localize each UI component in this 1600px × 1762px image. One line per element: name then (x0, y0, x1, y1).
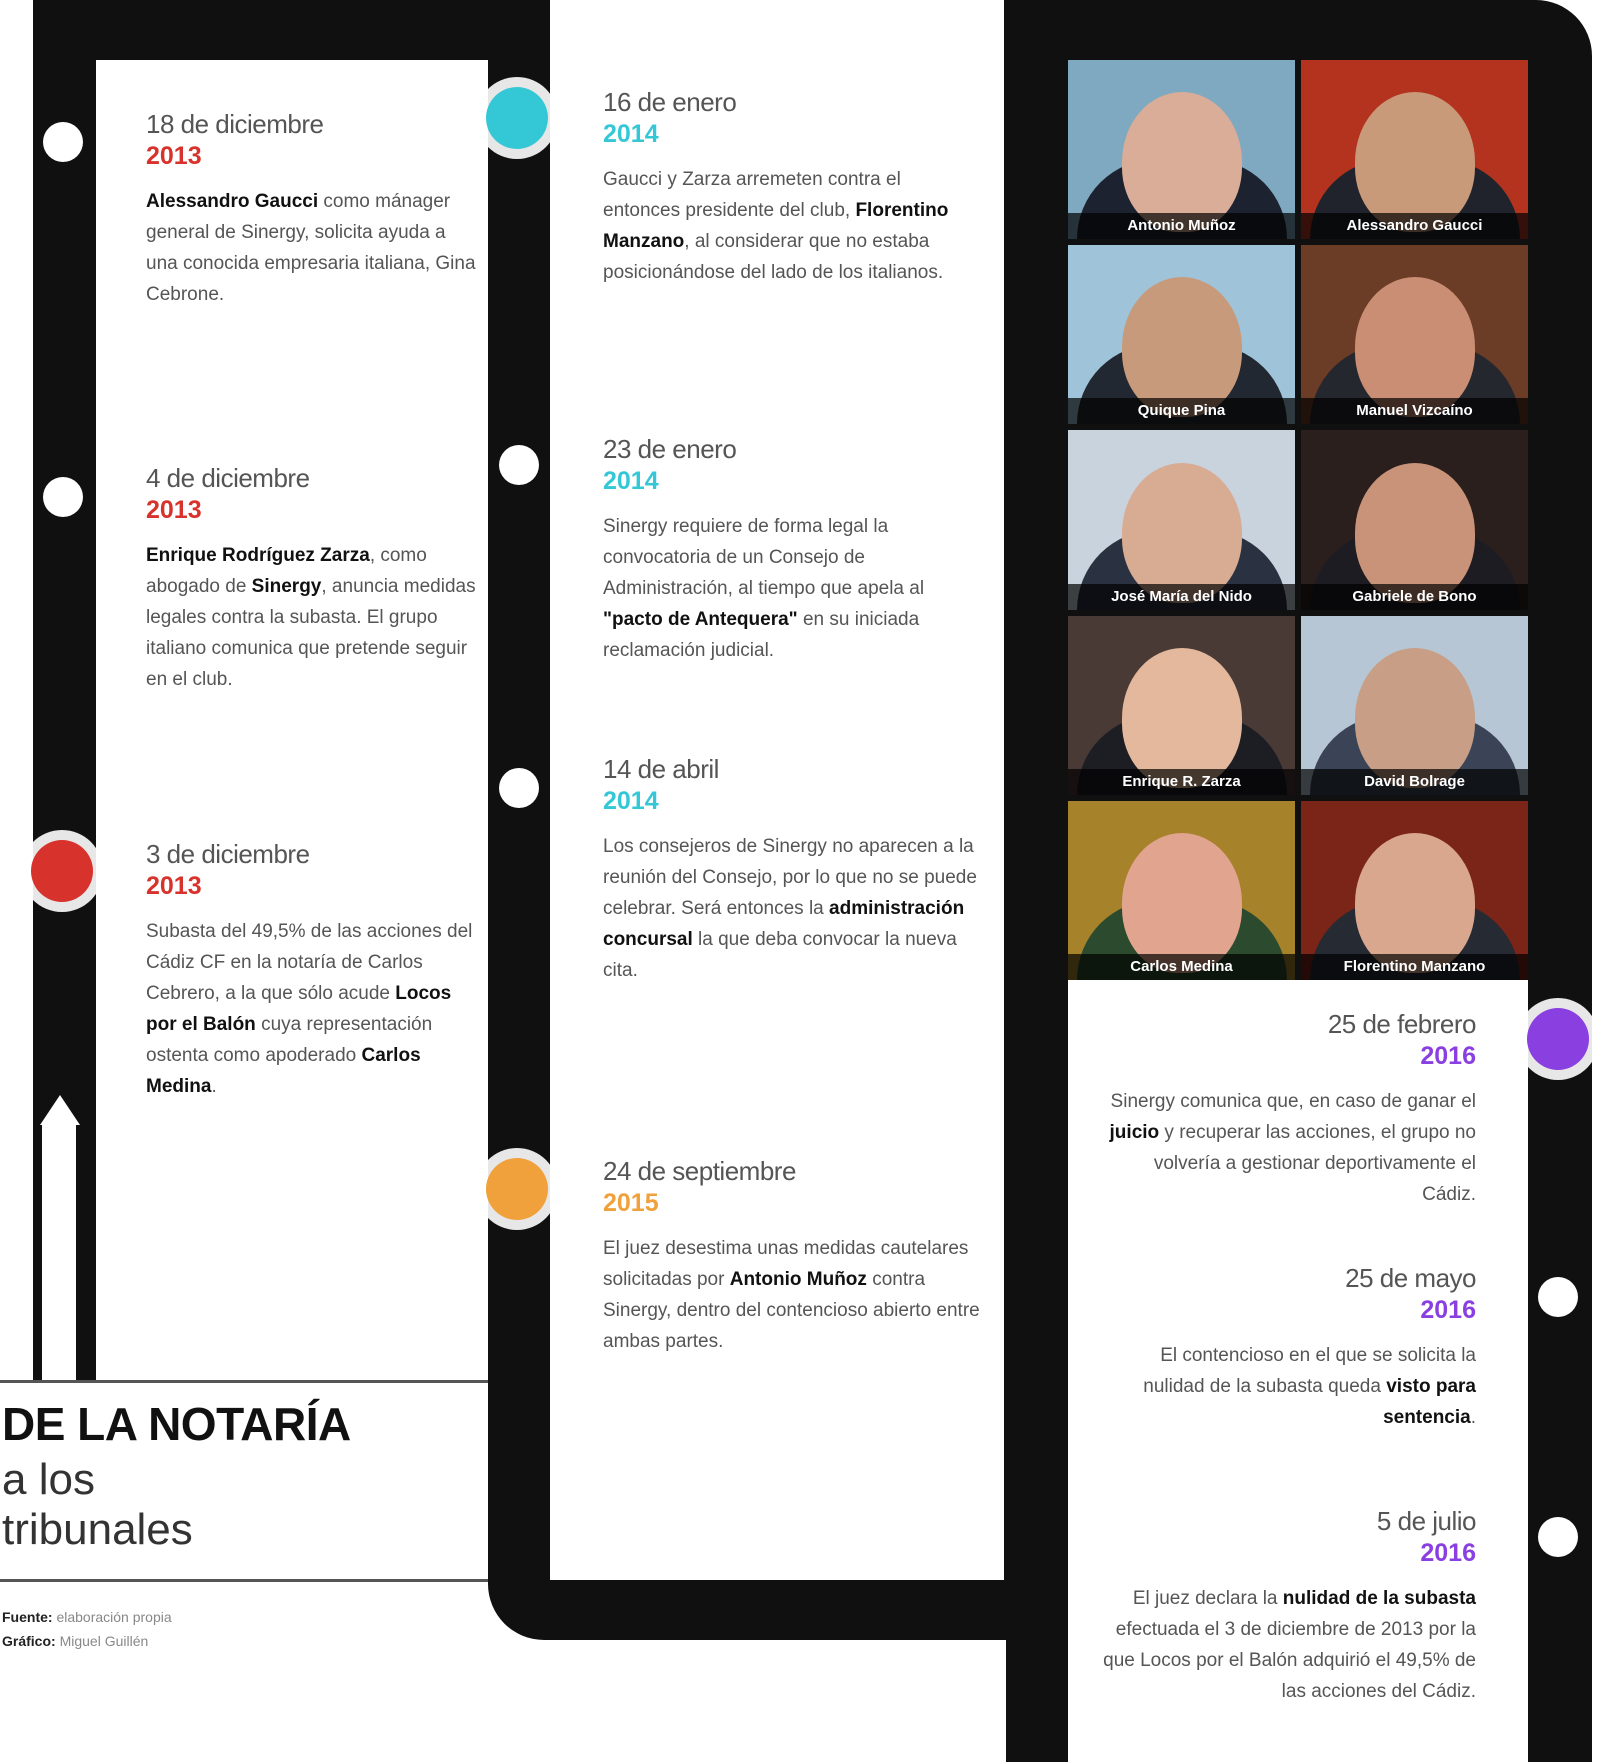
timeline-dot (499, 768, 539, 808)
event-2016-05-25 (1098, 1262, 1476, 1433)
event-2014-01-23 (603, 433, 983, 666)
portrait-photo (1068, 60, 1295, 239)
event-text: Enrique Rodríguez Zarza, como abogado de Sinergy, anuncia medidas legales contra la subasta. El grupo italiano comunica que pretende seguir en el club. (146, 545, 476, 690)
event-text: Sinergy requiere de forma legal la convocatoria de un Consejo de Administración, al tiempo que apela al "pacto de Antequera" en su iniciada reclamación judicial. (603, 516, 925, 661)
event-year: 2013 (146, 872, 202, 900)
event-year: 2015 (603, 1189, 659, 1217)
portrait-face (1122, 833, 1242, 973)
event-date: 14 de abril (603, 754, 719, 784)
portrait-caption: Quique Pina (1068, 398, 1295, 424)
portrait-photo (1301, 245, 1528, 424)
event-year: 2014 (603, 120, 659, 148)
event-2016-07-05 (1088, 1505, 1476, 1707)
event-text: El juez declara la nulidad de la subasta efectuada el 3 de diciembre de 2013 por la que Locos por el Balón adquirió el 49,5% de las acciones del Cádiz. (1103, 1588, 1476, 1702)
timeline-dot-cyan (486, 87, 548, 149)
portrait-photo (1301, 430, 1528, 609)
event-2014-04-14 (603, 753, 983, 986)
timeline-dot (43, 477, 83, 517)
event-date: 25 de mayo (1345, 1263, 1476, 1293)
portrait-photo (1068, 430, 1295, 609)
page-subtitle: a los tribunales (2, 1455, 193, 1554)
portrait-photo (1301, 616, 1528, 795)
event-year: 2016 (1420, 1042, 1476, 1070)
portrait-caption: Alessandro Gaucci (1301, 213, 1528, 239)
event-text: Los consejeros de Sinergy no aparecen a la reunión del Consejo, por lo que no se puede celebrar. Será entonces la administración concursal la que deba convocar la nueva cita. (603, 836, 977, 981)
event-year: 2013 (146, 142, 202, 170)
portrait-caption: Florentino Manzano (1301, 954, 1528, 980)
portrait-face (1355, 92, 1475, 232)
portrait-caption: David Bolrage (1301, 769, 1528, 795)
portrait-photo (1301, 801, 1528, 980)
event-date: 25 de febrero (1327, 1009, 1476, 1039)
portrait-caption: Gabriele de Bono (1301, 584, 1528, 610)
event-year: 2016 (1420, 1539, 1476, 1567)
timeline-dot (499, 445, 539, 485)
event-year: 2014 (603, 787, 659, 815)
timeline-dot (1538, 1517, 1578, 1557)
event-year: 2016 (1420, 1296, 1476, 1324)
event-2013-12-04 (146, 462, 476, 695)
portrait-caption: Enrique R. Zarza (1068, 769, 1295, 795)
event-date: 23 de enero (603, 434, 737, 464)
source-label: Fuente: (2, 1609, 53, 1625)
timeline-dot-purple (1527, 1008, 1589, 1070)
event-2015-09-24 (603, 1155, 983, 1357)
timeline-dot-orange (486, 1158, 548, 1220)
event-date: 24 de septiembre (603, 1156, 796, 1186)
portrait-caption: Antonio Muñoz (1068, 213, 1295, 239)
event-2013-12-18 (146, 108, 476, 310)
event-2013-12-03 (146, 838, 476, 1102)
arrow-shaft (42, 1125, 76, 1380)
portrait-photo (1068, 801, 1295, 980)
event-text: Alessandro Gaucci como mánager general de Sinergy, solicita ayuda a una conocida empresaria italiana, Gina Cebrone. (146, 191, 476, 305)
event-text: El juez desestima unas medidas cautelares solicitadas por Antonio Muñoz contra Sinergy, dentro del contencioso abierto entre ambas partes. (603, 1238, 980, 1352)
portrait-face (1122, 648, 1242, 788)
event-date: 16 de enero (603, 87, 737, 117)
portrait-face (1122, 277, 1242, 417)
portrait-caption: Manuel Vizcaíno (1301, 398, 1528, 424)
portrait-caption: José María del Nido (1068, 584, 1295, 610)
timeline-dot-red (31, 840, 93, 902)
portrait-face (1122, 92, 1242, 232)
portrait-face (1122, 463, 1242, 603)
page-title: DE LA NOTARÍA (2, 1398, 351, 1450)
event-date: 18 de diciembre (146, 109, 324, 139)
event-date: 4 de diciembre (146, 463, 310, 493)
photo-grid (1068, 60, 1528, 980)
event-text: Subasta del 49,5% de las acciones del Cádiz CF en la notaría de Carlos Cebrero, a la que sólo acude Locos por el Balón cuya representación ostenta como apoderado Carlos Medina. (146, 921, 473, 1097)
event-text: El contencioso en el que se solicita la nulidad de la subasta queda visto para sentencia. (1143, 1345, 1476, 1428)
event-2016-02-25 (1098, 1008, 1476, 1210)
credits (2, 1605, 172, 1653)
arrow-up-icon (40, 1095, 80, 1125)
portrait-photo (1068, 245, 1295, 424)
event-date: 3 de diciembre (146, 839, 310, 869)
event-year: 2013 (146, 496, 202, 524)
graphic-value: Miguel Guillén (59, 1633, 149, 1649)
portrait-face (1355, 463, 1475, 603)
portrait-face (1355, 648, 1475, 788)
timeline-dot (1538, 1277, 1578, 1317)
event-date: 5 de julio (1376, 1506, 1476, 1536)
portrait-face (1355, 833, 1475, 973)
event-2014-01-16 (603, 86, 983, 288)
event-text: Sinergy comunica que, en caso de ganar el juicio y recuperar las acciones, el grupo no volvería a gestionar deportivamente el Cádiz. (1109, 1091, 1476, 1205)
event-text: Gaucci y Zarza arremeten contra el entonces presidente del club, Florentino Manzano, al considerar que no estaba posicionándose del lado de los italianos. (603, 169, 949, 283)
event-year: 2014 (603, 467, 659, 495)
portrait-face (1355, 277, 1475, 417)
timeline-dot (43, 122, 83, 162)
graphic-label: Gráfico: (2, 1633, 56, 1649)
source-value: elaboración propia (56, 1609, 172, 1625)
portrait-photo (1068, 616, 1295, 795)
portrait-caption: Carlos Medina (1068, 954, 1295, 980)
portrait-photo (1301, 60, 1528, 239)
